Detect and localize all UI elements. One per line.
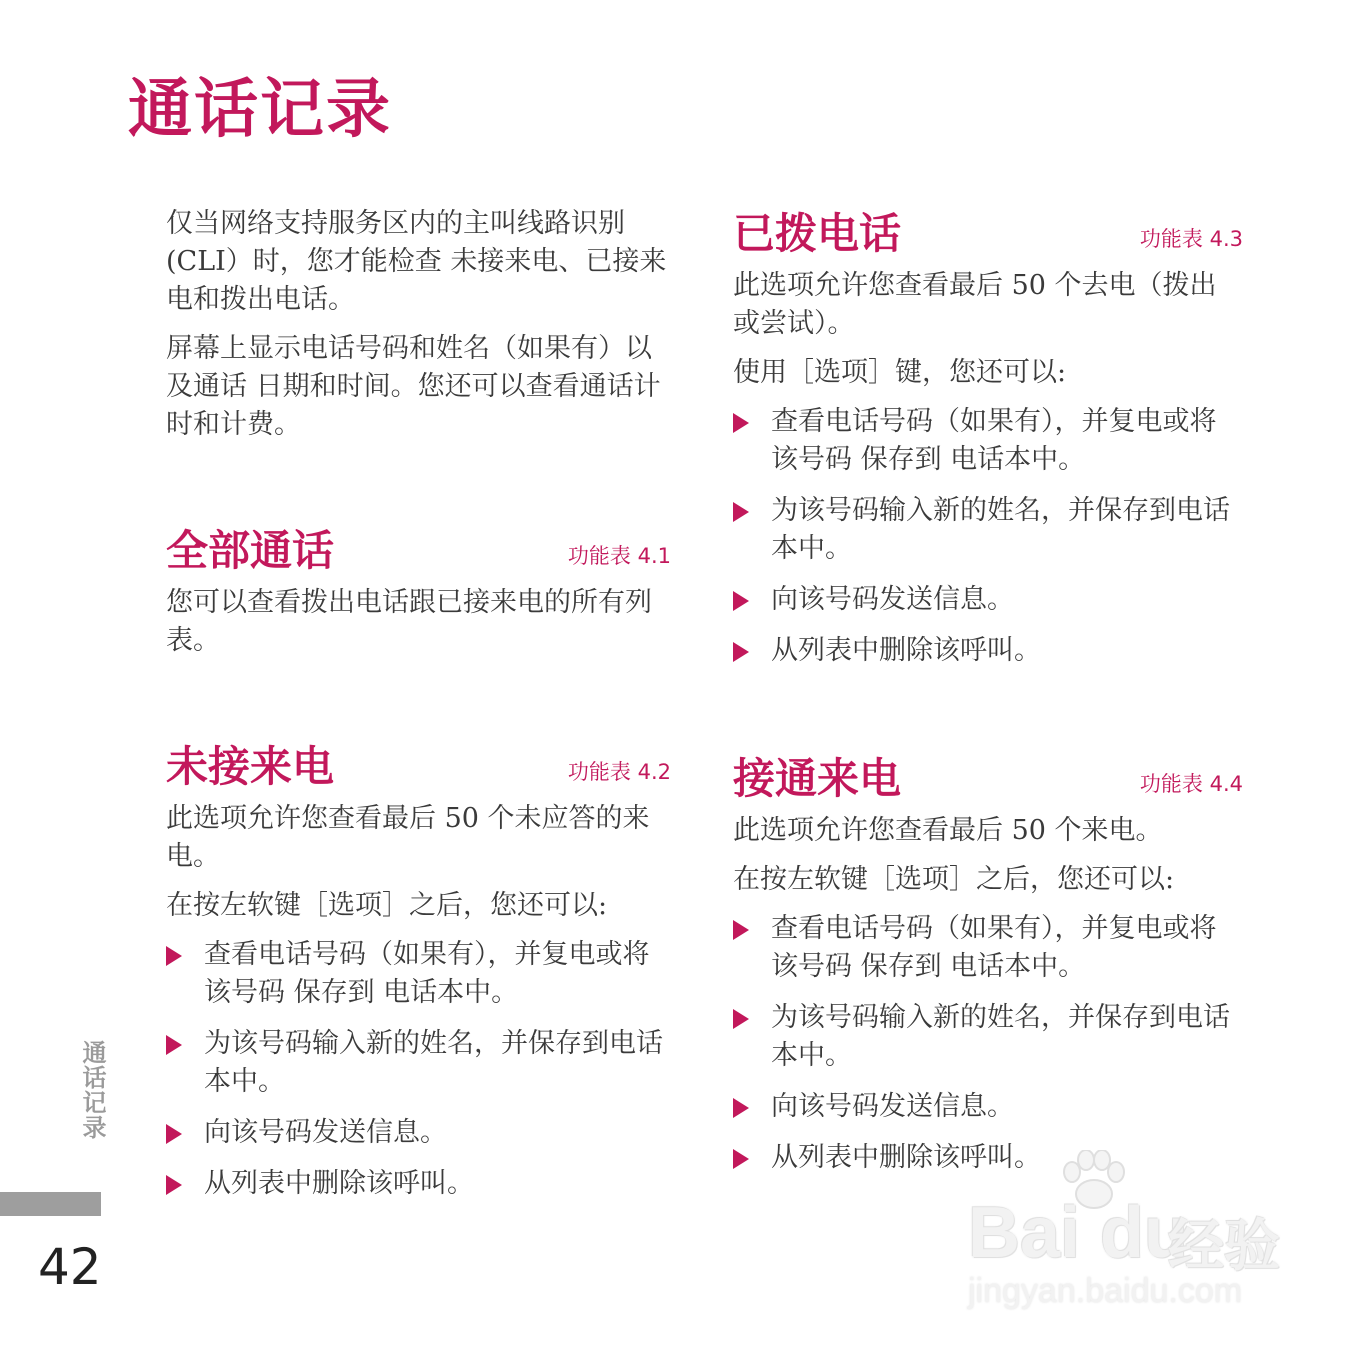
menu-reference: 功能表 4.4 [1139,772,1243,796]
list-item-text: 查看电话号码（如果有），并复电或将该号码 保存到 电话本中。 [204,939,650,1008]
list-item [733,492,1243,568]
baidu-watermark [960,1150,1290,1320]
list-item [733,581,1243,619]
right-column [733,205,1243,1190]
triangle-bullet-icon [733,1009,749,1029]
triangle-bullet-icon [733,920,749,940]
list-item-text: 从列表中删除该呼叫。 [204,1168,474,1199]
list-item [733,999,1243,1075]
list-item-text: 向该号码发送信息。 [204,1117,447,1148]
bullet-list [733,403,1243,670]
page-title: 通话记录 [128,73,392,147]
watermark-brand-cn: 经验 [1168,1214,1280,1279]
section-header [166,738,671,796]
list-item [166,1114,671,1152]
triangle-bullet-icon [733,502,749,522]
section-title: 全部通话 [166,526,335,575]
list-item-text: 从列表中删除该呼叫。 [771,635,1041,666]
section-header [733,205,1243,263]
list-item-text: 查看电话号码（如果有），并复电或将该号码 保存到 电话本中。 [771,406,1217,475]
section-title: 未接来电 [166,742,335,791]
menu-reference: 功能表 4.3 [1139,227,1243,251]
section-paragraph: 使用［选项］键，您还可以: [733,357,1067,388]
section-header [733,750,1243,808]
bullet-list [166,936,671,1203]
watermark-brand: Bai du [968,1193,1189,1273]
section-paragraph: 此选项允许您查看最后 50 个来电。 [733,815,1163,846]
section-header [166,522,671,580]
triangle-bullet-icon [166,946,182,966]
intro-paragraph: 屏幕上显示电话号码和姓名（如果有）以及通话 日期和时间。您还可以查看通话计时和计费。 [166,333,661,440]
section-paragraph: 此选项允许您查看最后 50 个未应答的来电。 [166,803,650,872]
triangle-bullet-icon [166,1035,182,1055]
list-item [733,403,1243,479]
section-dialled-calls [733,205,1243,670]
section-received-calls [733,750,1243,1177]
side-tab-bar [0,1192,101,1216]
list-item [166,1165,671,1203]
list-item [166,1025,671,1101]
list-item-text: 向该号码发送信息。 [771,1091,1014,1122]
triangle-bullet-icon [733,1098,749,1118]
page-number: 42 [38,1238,102,1296]
triangle-bullet-icon [733,591,749,611]
menu-reference: 功能表 4.2 [567,760,671,784]
left-column [166,205,671,1216]
watermark-url: jingyan.baidu.com [968,1272,1243,1310]
section-paragraph: 在按左软键［选项］之后，您还可以: [166,890,608,921]
list-item [733,1088,1243,1126]
triangle-bullet-icon [733,1149,749,1169]
section-paragraph: 在按左软键［选项］之后，您还可以: [733,864,1175,895]
section-all-calls [166,522,671,660]
section-missed-calls [166,738,671,1203]
triangle-bullet-icon [166,1175,182,1195]
intro-paragraph: 仅当网络支持服务区内的主叫线路识别(CLI）时，您才能检查 未接来电、已接来电和拨出电话。 [166,208,667,315]
list-item-text: 向该号码发送信息。 [771,584,1014,615]
triangle-bullet-icon [166,1124,182,1144]
section-paragraph: 您可以查看拨出电话跟已接来电的所有列表。 [166,587,652,656]
menu-reference: 功能表 4.1 [567,544,671,568]
list-item-text: 为该号码输入新的姓名，并保存到电话本中。 [771,1002,1230,1071]
triangle-bullet-icon [733,413,749,433]
section-title: 已拨电话 [733,209,902,258]
triangle-bullet-icon [733,642,749,662]
list-item [166,936,671,1012]
list-item [733,632,1243,670]
list-item-text: 为该号码输入新的姓名，并保存到电话本中。 [771,495,1230,564]
intro-text [166,205,671,444]
bullet-list [733,910,1243,1177]
list-item-text: 为该号码输入新的姓名，并保存到电话本中。 [204,1028,663,1097]
list-item [733,910,1243,986]
list-item-text: 查看电话号码（如果有），并复电或将该号码 保存到 电话本中。 [771,913,1217,982]
section-paragraph: 此选项允许您查看最后 50 个去电（拨出或尝试）。 [733,270,1217,339]
list-item-text: 从列表中删除该呼叫。 [771,1142,1041,1173]
side-chapter-label: 通话记录 [78,1040,106,1140]
section-title: 接通来电 [733,754,902,803]
